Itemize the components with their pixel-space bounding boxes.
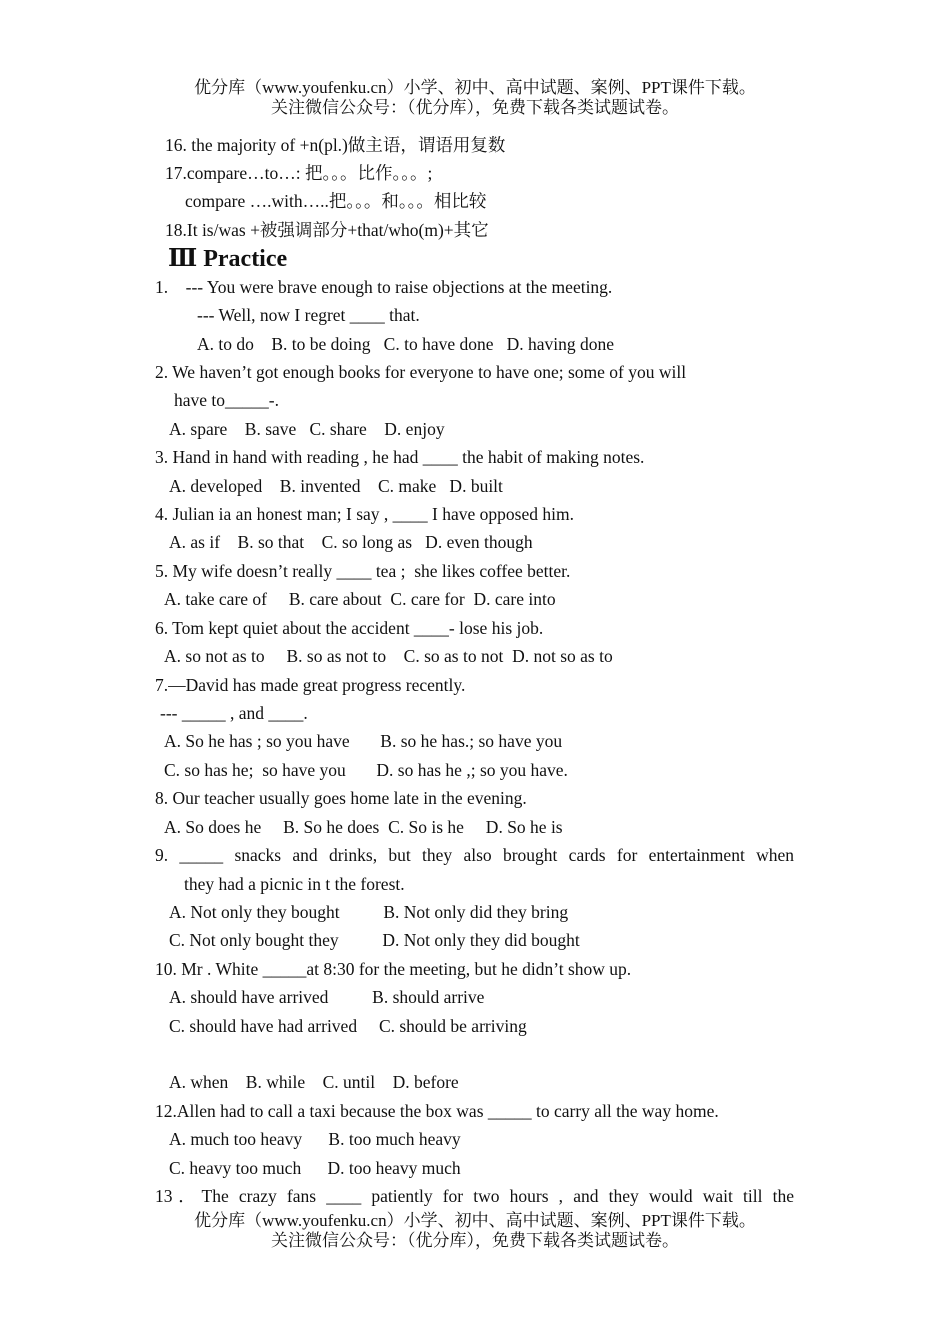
footer-line-1: 优分库（www.youfenku.cn）小学、初中、高中试题、案例、PPT课件下载。	[194, 1211, 756, 1230]
q5-options: A. take care of B. care about C. care for D. care into	[164, 589, 556, 609]
q9-options-1: A. Not only they bought B. Not only did they bring	[169, 902, 569, 922]
note-18: 18.It is/was +被强调部分+that/who(m)+其它	[165, 220, 489, 240]
q7-reply: --- _____ , and ____.	[160, 703, 308, 723]
q3-options: A. developed B. invented C. make D. built	[169, 476, 503, 496]
q8-options: A. So does he B. So he does C. So is he D. So he is	[164, 817, 563, 837]
q10-options-2: C. should have had arrived C. should be arriving	[169, 1016, 527, 1036]
q1-reply: --- Well, now I regret ____ that.	[197, 305, 420, 325]
q12-stem: 12.Allen had to call a taxi because the box was _____ to carry all the way home.	[155, 1101, 719, 1121]
q1-stem: 1. --- You were brave enough to raise objections at the meeting.	[155, 277, 613, 297]
q10-options-1: A. should have arrived B. should arrive	[169, 987, 485, 1007]
q12-options-1: A. much too heavy B. too much heavy	[169, 1129, 461, 1149]
q2-stem-2: have to_____-.	[174, 390, 279, 410]
footer-line-2: 关注微信公众号：（优分库），免费下载各类试题试卷。	[271, 1231, 679, 1250]
q13-stem: 13．The crazy fans ____ patiently for two hours , and they would wait till the	[155, 1186, 794, 1206]
section-title: Ⅲ Practice	[168, 246, 288, 272]
q11-options: A. when B. while C. until D. before	[169, 1072, 459, 1092]
q12-options-2: C. heavy too much D. too heavy much	[169, 1158, 461, 1178]
q2-options: A. spare B. save C. share D. enjoy	[169, 419, 445, 439]
q9-stem-2: they had a picnic in t the forest.	[184, 874, 405, 894]
q9-stem: 9. _____ snacks and drinks, but they also brought cards for entertainment when	[155, 845, 794, 865]
q3-stem: 3. Hand in hand with reading , he had ____ the habit of making notes.	[155, 447, 645, 467]
note-17b: compare ….with…..把。。。和。。。相比较	[185, 191, 487, 211]
q6-stem: 6. Tom kept quiet about the accident ____- lose his job.	[155, 618, 544, 638]
q6-options: A. so not as to B. so as not to C. so as to not D. not so as to	[164, 646, 613, 666]
q7-options-2: C. so has he; so have you D. so has he ,; so you have.	[164, 760, 568, 780]
q4-stem: 4. Julian ia an honest man; I say , ____ I have opposed him.	[155, 504, 574, 524]
q7-options-1: A. So he has ; so you have B. so he has.; so have you	[164, 731, 563, 751]
q9-options-2: C. Not only bought they D. Not only they did bought	[169, 930, 580, 950]
q5-stem: 5. My wife doesn’t really ____ tea ; she likes coffee better.	[155, 561, 571, 581]
note-16: 16. the majority of +n(pl.)做主语，谓语用复数	[165, 135, 506, 155]
header-line-2: 关注微信公众号：（优分库），免费下载各类试题试卷。	[271, 98, 679, 117]
q10-stem: 10. Mr . White _____at 8:30 for the meeting, but he didn’t show up.	[155, 959, 632, 979]
q7-stem: 7.—David has made great progress recently.	[155, 675, 466, 695]
q2-stem: 2. We haven’t got enough books for everyone to have one; some of you will	[155, 362, 687, 382]
q4-options: A. as if B. so that C. so long as D. even though	[169, 532, 533, 552]
q1-options: A. to do B. to be doing C. to have done D. having done	[197, 334, 615, 354]
note-17a: 17.compare…to…: 把。。。比作。。。;	[165, 163, 433, 183]
header-line-1: 优分库（www.youfenku.cn）小学、初中、高中试题、案例、PPT课件下载。	[194, 78, 756, 97]
q8-stem: 8. Our teacher usually goes home late in the evening.	[155, 788, 527, 808]
